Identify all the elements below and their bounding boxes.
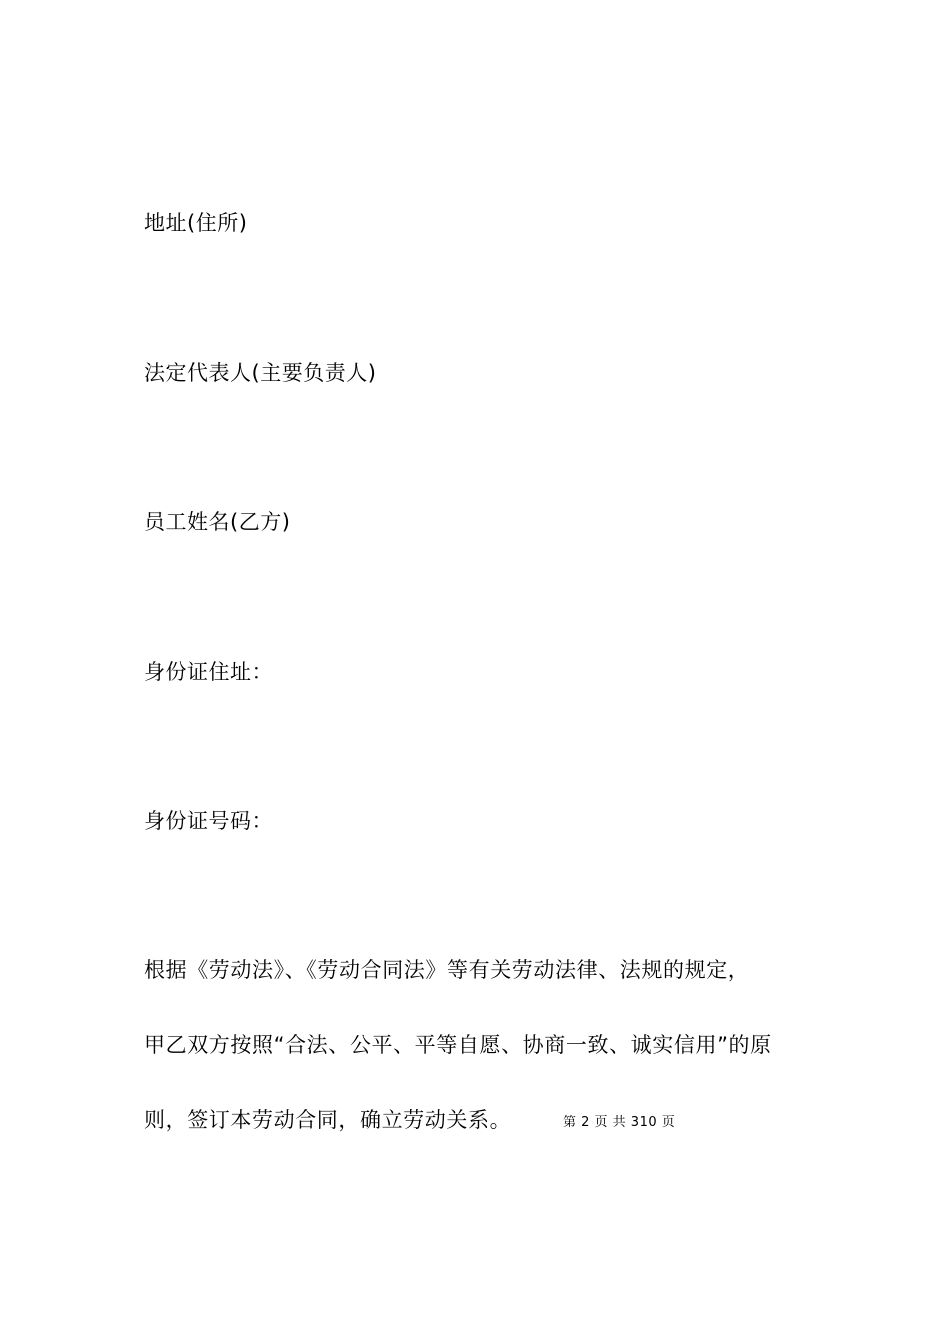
paragraph-line-1: 根据《劳动法》、《劳动合同法》等有关劳动法律、法规的规定，: [144, 958, 750, 982]
id-number-label: 身份证号码：: [144, 809, 273, 833]
employee-name-label: 员工姓名(乙方): [144, 510, 291, 534]
paragraph-line-2: 甲乙双方按照“合法、公平、平等自愿、协商一致、诚实信用”的原: [144, 1033, 772, 1057]
paragraph-line-3: 则，签订本劳动合同，确立劳动关系。: [144, 1108, 512, 1132]
legal-representative-label: 法定代表人(主要负责人): [144, 361, 377, 385]
address-label: 地址(住所): [144, 211, 248, 235]
page-number: 第 2 页 共 310 页: [563, 1115, 676, 1130]
id-address-label: 身份证住址：: [144, 660, 273, 684]
